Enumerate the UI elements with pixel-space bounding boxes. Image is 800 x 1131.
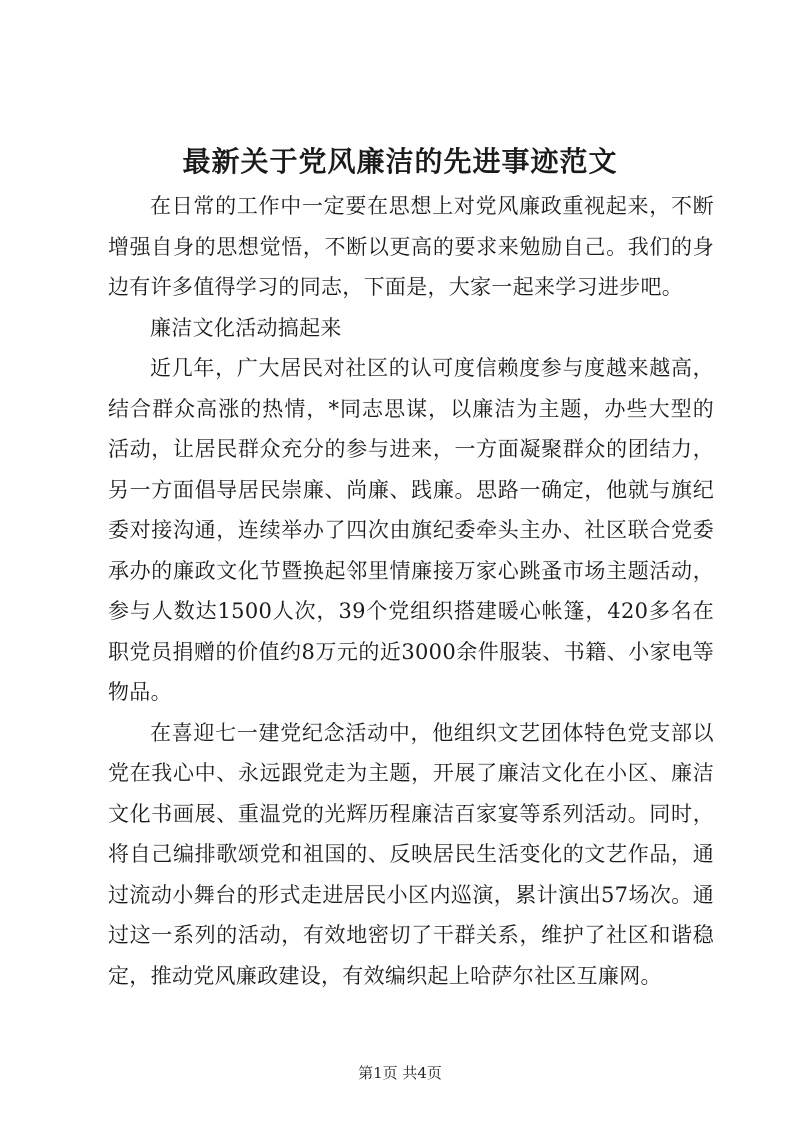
paragraph-intro: 在日常的工作中一定要在思想上对党风廉政重视起来，不断增强自身的思想觉悟，不断以更高的要求来勉励自己。我们的身边有许多值得学习的同志，下面是，大家一起来学习进步吧。 <box>108 194 714 299</box>
section-heading: 廉洁文化活动搞起来 <box>150 315 342 340</box>
paragraph-activities: 近几年，广大居民对社区的认可度信赖度参与度越来越高，结合群众高涨的热情，*同志思谋，以廉洁为主题，办些大型的活动，让居民群众充分的参与进来，一方面凝聚群众的团结力，另一方面倡导居民崇廉、尚廉、践廉。思路一确定，他就与旗纪委对接沟通，连续举办了四次由旗纪委牵头主办、社区联合党委承办的廉政文化节暨换起邻里情廉接万家心跳蚤市场主题活动，参与人数达1500人次，39个党组织搭建暖心帐篷，420多名在职党员捐赠的价值约8万元的近3000余件服装、书籍、小家电等物品。 <box>108 356 714 704</box>
page-number-label: 第1页 共4页 <box>358 1064 442 1082</box>
document-title: 最新关于党风廉洁的先进事迹范文 <box>182 145 618 178</box>
paragraph-july-first: 在喜迎七一建党纪念活动中，他组织文艺团体特色党支部以党在我心中、永远跟党走为主题，开展了廉洁文化在小区、廉洁文化书画展、重温党的光辉历程廉洁百家宴等系列活动。同时，将自己编排歌颂党和祖国的、反映居民生活变化的文艺作品，通过流动小舞台的形式走进居民小区内巡演，累计演出57场次。通过这一系列的活动，有效地密切了干群关系，维护了社区和谐稳定，推动党风廉政建设，有效编织起上哈萨尔社区互廉网。 <box>108 720 714 988</box>
page-footer <box>0 1062 800 1084</box>
document-body <box>108 186 714 996</box>
